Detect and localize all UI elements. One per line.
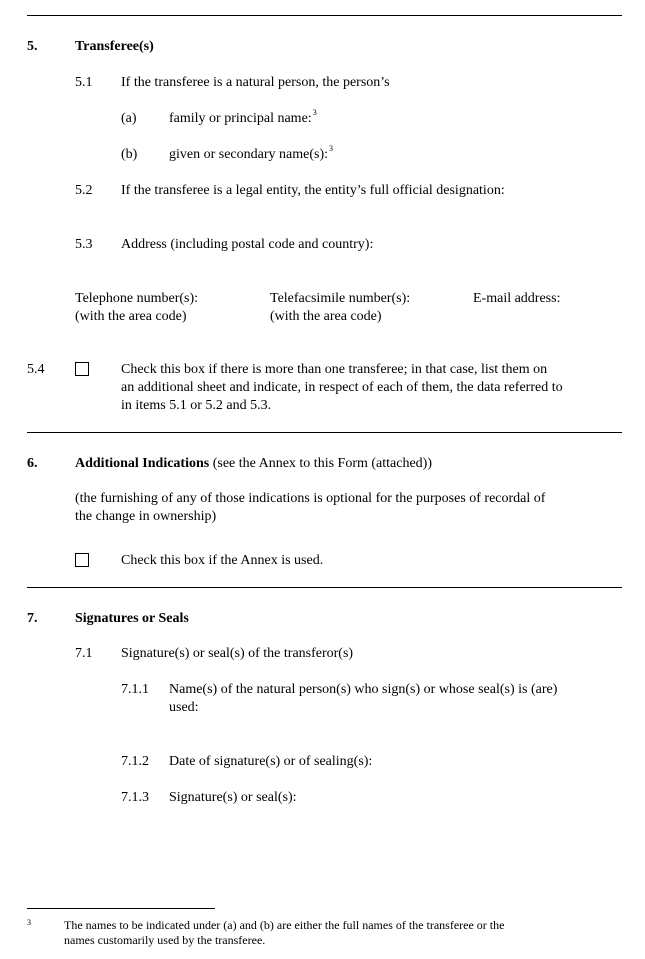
given-name-label: given or secondary name(s): xyxy=(169,147,328,162)
item-7-1-3-number: 7.1.3 xyxy=(121,790,149,805)
footnote-divider xyxy=(27,908,215,909)
item-5-2-number: 5.2 xyxy=(75,183,93,198)
email-label: E-mail address: xyxy=(473,291,561,306)
top-divider xyxy=(27,15,622,16)
footnote-ref-b[interactable]: 3 xyxy=(329,144,333,153)
item-5-1-b-text xyxy=(169,146,333,164)
section-5-number: 5. xyxy=(27,39,38,54)
section-6-note-line2: the change in ownership) xyxy=(75,509,217,524)
item-5-4-line3: in items 5.1 or 5.2 and 5.3. xyxy=(121,398,272,413)
footnote-line1: The names to be indicated under (a) and (b) are either the full names of the transferee or the xyxy=(64,918,505,932)
item-5-1-a-text xyxy=(169,110,317,128)
section-7-number: 7. xyxy=(27,611,38,626)
footnote-mark: 3 xyxy=(27,918,31,927)
section-6-title: Additional Indications xyxy=(75,456,210,471)
section-6-number: 6. xyxy=(27,456,38,471)
item-5-1-text: If the transferee is a natural person, the person’s xyxy=(121,75,390,90)
section-6-divider xyxy=(27,587,622,588)
item-7-1-text: Signature(s) or seal(s) of the transferor(s) xyxy=(121,646,354,661)
item-7-1-2-number: 7.1.2 xyxy=(121,754,149,769)
item-7-1-1-line2: used: xyxy=(169,700,199,715)
item-7-1-number: 7.1 xyxy=(75,646,93,661)
item-7-1-1-number: 7.1.1 xyxy=(121,682,149,697)
item-5-3-text: Address (including postal code and country): xyxy=(121,237,374,252)
item-5-3-number: 5.3 xyxy=(75,237,93,252)
section-6-title-suffix: (see the Annex to this Form (attached)) xyxy=(209,456,432,471)
section-7-title: Signatures or Seals xyxy=(75,611,189,626)
multiple-transferees-checkbox[interactable] xyxy=(75,362,89,376)
annex-used-checkbox[interactable] xyxy=(75,553,89,567)
section-6-note-line1: (the furnishing of any of those indications is optional for the purposes of recordal of xyxy=(75,491,546,506)
item-7-1-3-text: Signature(s) or seal(s): xyxy=(169,790,297,805)
item-5-2-text: If the transferee is a legal entity, the entity’s full official designation: xyxy=(121,183,505,198)
telephone-note: (with the area code) xyxy=(75,309,187,324)
fax-label: Telefacsimile number(s): xyxy=(270,291,411,306)
item-7-1-1-line1: Name(s) of the natural person(s) who sign(s) or whose seal(s) is (are) xyxy=(169,682,558,697)
footnote-ref-a[interactable]: 3 xyxy=(312,108,317,117)
fax-note: (with the area code) xyxy=(270,309,382,324)
section-5-title: Transferee(s) xyxy=(75,39,154,54)
item-5-4-number: 5.4 xyxy=(27,362,45,377)
annex-checkbox-text: Check this box if the Annex is used. xyxy=(121,553,324,568)
item-5-4-line1: Check this box if there is more than one transferee; in that case, list them on xyxy=(121,362,548,377)
telephone-label: Telephone number(s): xyxy=(75,291,199,306)
section-5-divider xyxy=(27,432,622,433)
item-7-1-2-text: Date of signature(s) or of sealing(s): xyxy=(169,754,373,769)
family-name-label: family or principal name: xyxy=(169,111,312,126)
item-5-4-line2: an additional sheet and indicate, in respect of each of them, the data referred to xyxy=(121,380,563,395)
section-6-heading xyxy=(75,455,432,473)
item-5-1-b-label: (b) xyxy=(121,147,138,162)
footnote-line2: names customarily used by the transferee. xyxy=(64,933,266,947)
item-5-1-number: 5.1 xyxy=(75,75,93,90)
item-5-1-a-label: (a) xyxy=(121,111,137,126)
